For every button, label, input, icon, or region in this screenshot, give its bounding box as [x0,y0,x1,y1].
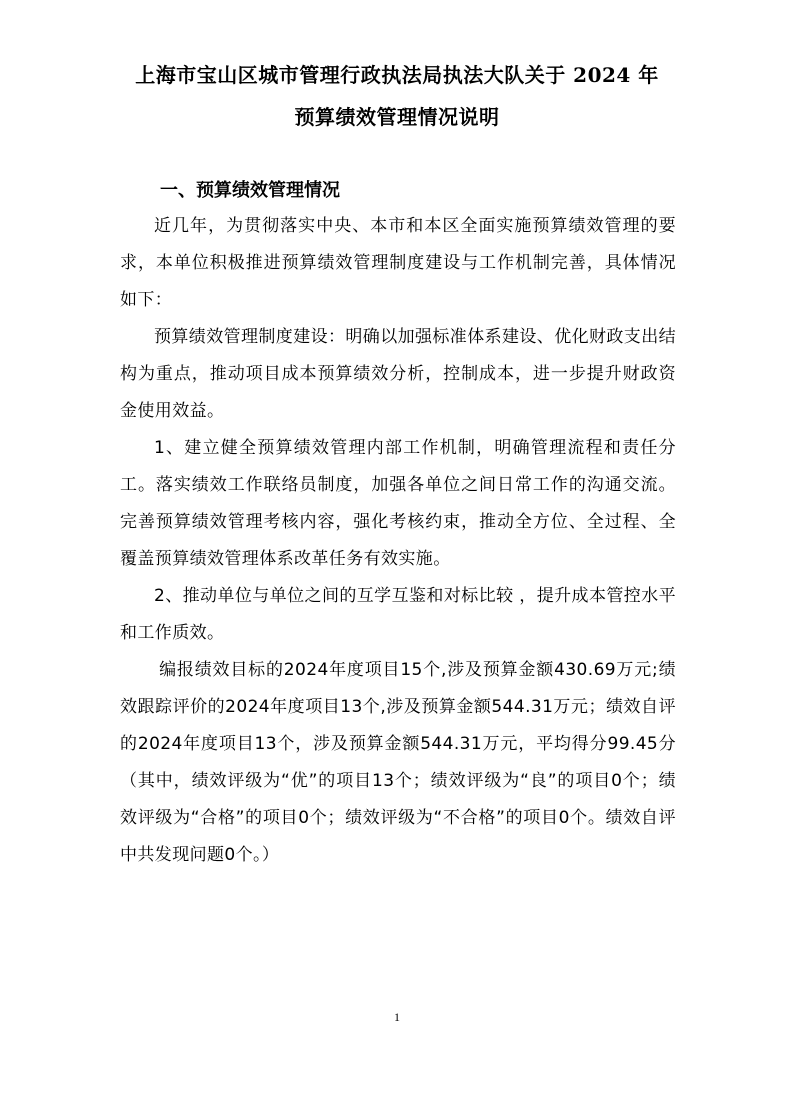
paragraph-item-2: 2、推动单位与单位之间的互学互鉴和对标比较 ，提升成本管控水平和工作质效。 [120,586,676,643]
paragraph-performance-stats: 编报绩效目标的2024年度项目15个,涉及预算金额430.69万元;绩效跟踪评价的2024年度项目13个,涉及预算金额544.31万元；绩效自评的2024年度项目13个，涉及预算金额544.31万元，平均得分99.45分（其中，绩效评级为“优”的项目13个；绩效评级为“良”的项目0个；绩效评级为“合格”的项目0个；绩效评级为“不合格”的项目0个。绩效自评中共发现问题0个。） [120,660,676,865]
paragraph-item-1: 1、建立健全预算绩效管理内部工作机制，明确管理流程和责任分工。落实绩效工作联络员制度，加强各单位之间日常工作的沟通交流。完善预算绩效管理考核内容，强化考核约束，推动全方位、全过程、全覆盖预算绩效管理体系改革任务有效实施。 [120,438,676,569]
document-title-line1: 上海市宝山区城市管理行政执法局执法大队关于 2024 年 [135,63,659,87]
paragraph-system-building: 预算绩效管理制度建设：明确以加强标准体系建设、优化财政支出结构为重点，推动项目成本预算绩效分析，控制成本，进一步提升财政资金使用效益。 [120,327,676,421]
document-body [120,208,676,874]
page-number: 1 [394,1010,400,1024]
document-title-line2: 预算绩效管理情况说明 [294,105,500,129]
paragraph-intro: 近几年，为贯彻落实中央、本市和本区全面实施预算绩效管理的要求，本单位积极推进预算绩效管理制度建设与工作机制完善，具体情况如下： [120,216,676,310]
section-heading: 一、预算绩效管理情况 [160,180,340,201]
